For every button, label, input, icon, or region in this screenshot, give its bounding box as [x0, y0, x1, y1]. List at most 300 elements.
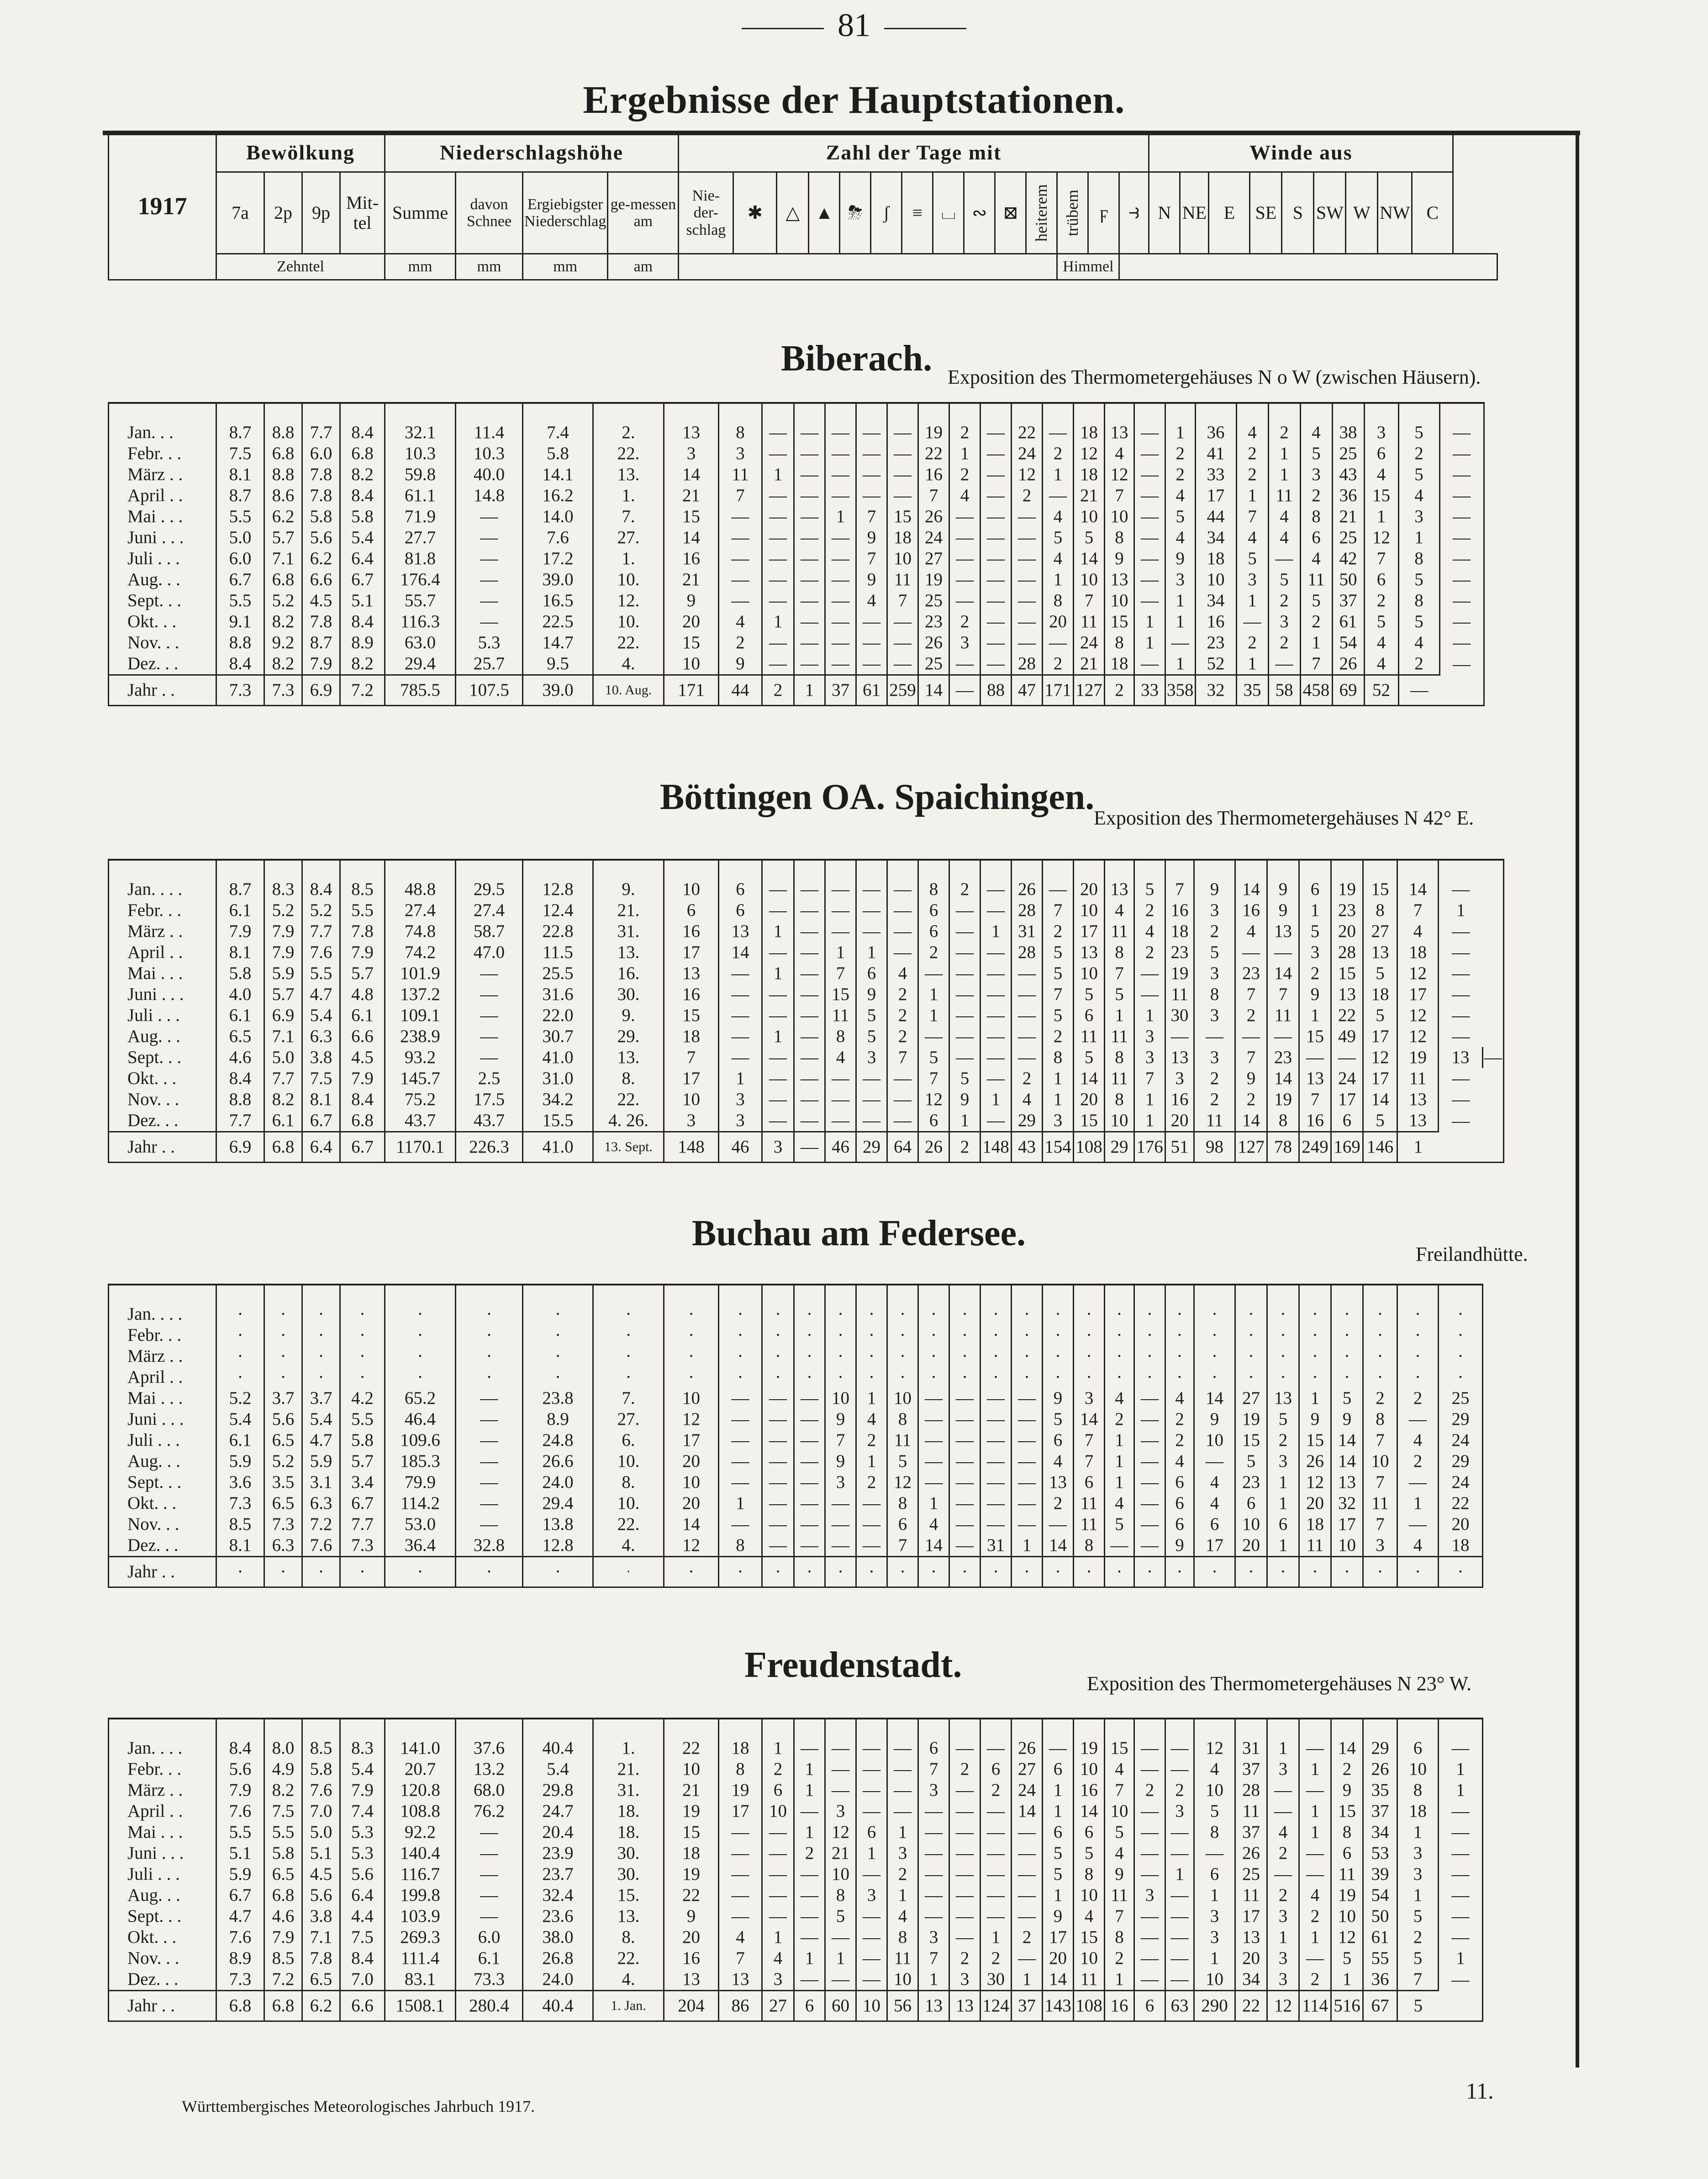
- unit-cell-0: Zehntel: [216, 254, 385, 280]
- total-cell: 124: [981, 1991, 1012, 2021]
- data-cell: 1: [949, 443, 981, 464]
- data-cell: 1: [1194, 1885, 1235, 1906]
- data-cell: —: [794, 921, 825, 942]
- data-cell: —: [719, 548, 762, 569]
- table-row: [109, 963, 1504, 984]
- total-cell: 6.8: [216, 1991, 264, 2021]
- data-cell: 40.0: [456, 464, 523, 485]
- data-cell: 8.2: [340, 653, 385, 675]
- data-cell: 114.2: [385, 1493, 456, 1514]
- data-cell: 7.: [593, 506, 664, 527]
- data-cell: 5: [1300, 443, 1332, 464]
- data-cell: 28: [1012, 900, 1043, 921]
- data-cell: ·: [1074, 1325, 1105, 1346]
- data-cell: 14.8: [456, 485, 523, 506]
- data-cell: 8: [1105, 632, 1134, 653]
- data-cell: 24: [1012, 443, 1043, 464]
- data-cell: 26: [1012, 1719, 1043, 1759]
- data-cell: 7.1: [302, 1927, 340, 1948]
- data-cell: 7: [1105, 1780, 1134, 1801]
- data-cell: ·: [856, 1325, 887, 1346]
- data-cell: ·: [1012, 1346, 1043, 1367]
- data-cell: —: [887, 900, 918, 921]
- data-cell: —: [1134, 1493, 1165, 1514]
- data-cell: —: [887, 921, 918, 942]
- data-cell: 13: [1331, 1472, 1363, 1493]
- data-cell: —: [887, 1068, 918, 1089]
- data-cell: 23: [1195, 632, 1236, 653]
- data-cell: 13: [1043, 1472, 1074, 1493]
- data-cell: —: [949, 1451, 981, 1472]
- data-cell: 20: [1331, 921, 1363, 942]
- data-cell: —: [1439, 590, 1484, 611]
- data-cell: 5.3: [456, 632, 523, 653]
- data-cell: 19: [1331, 1885, 1363, 1906]
- col-header-3: Mit-tel: [340, 172, 385, 254]
- total-cell: 98: [1194, 1132, 1235, 1163]
- month-label: Juli . . .: [109, 1430, 216, 1451]
- col-header-20: ϝ: [1088, 172, 1119, 254]
- data-cell: 6.5: [264, 1430, 302, 1451]
- data-cell: 2: [1043, 1493, 1074, 1514]
- month-label: Aug. . .: [109, 1026, 216, 1047]
- data-cell: —: [719, 527, 762, 548]
- total-cell: 52: [1364, 675, 1398, 706]
- data-cell: 1: [762, 611, 794, 632]
- data-cell: 13.: [593, 1047, 664, 1068]
- data-cell: 5.8: [340, 506, 385, 527]
- data-cell: 5.1: [216, 1843, 264, 1864]
- total-cell: 13: [949, 1991, 981, 2021]
- table-row: [109, 1906, 1483, 1927]
- data-cell: 9.: [593, 860, 664, 900]
- data-cell: 3.5: [264, 1472, 302, 1493]
- data-cell: 18: [887, 527, 918, 548]
- data-cell: 15: [1235, 1430, 1267, 1451]
- page-title: Ergebnisse der Hauptstationen.: [583, 78, 1125, 122]
- data-cell: 39: [1363, 1864, 1397, 1885]
- data-cell: 6: [918, 1719, 949, 1759]
- data-cell: 5: [1074, 1047, 1105, 1068]
- data-cell: ·: [887, 1285, 918, 1325]
- data-cell: 16: [664, 1948, 719, 1969]
- data-cell: 10: [1105, 1801, 1134, 1822]
- data-cell: —: [794, 1047, 825, 1068]
- total-cell: ·: [302, 1557, 340, 1587]
- total-cell: 6.9: [302, 675, 340, 706]
- data-cell: —: [981, 569, 1012, 590]
- data-cell: —: [949, 1472, 981, 1493]
- data-cell: —: [1012, 963, 1043, 984]
- data-cell: —: [825, 548, 856, 569]
- data-cell: 26: [918, 506, 949, 527]
- data-cell: 16: [1299, 1110, 1331, 1132]
- col-header-17: ⊠: [995, 172, 1026, 254]
- data-cell: —: [981, 1472, 1012, 1493]
- data-cell: ·: [856, 1346, 887, 1367]
- data-cell: 9: [1194, 1409, 1235, 1430]
- data-cell: 5: [1134, 860, 1165, 900]
- data-cell: 7: [1043, 984, 1074, 1005]
- data-cell: —: [1134, 569, 1165, 590]
- data-cell: 5.9: [264, 963, 302, 984]
- data-cell: 10: [664, 1388, 719, 1409]
- data-cell: ·: [918, 1325, 949, 1346]
- data-cell: 8: [1105, 1927, 1134, 1948]
- data-cell: 1: [1299, 1822, 1331, 1843]
- data-cell: 16: [1074, 1780, 1105, 1801]
- data-cell: 22: [1331, 1005, 1363, 1026]
- data-cell: —: [1165, 1822, 1194, 1843]
- data-cell: 3: [887, 1843, 918, 1864]
- table-row: [109, 1026, 1504, 1047]
- data-cell: 1: [856, 942, 887, 963]
- data-cell: —: [1043, 1514, 1074, 1535]
- data-cell: 13: [1105, 569, 1134, 590]
- data-cell: 6: [1364, 443, 1398, 464]
- data-cell: 7: [719, 485, 762, 506]
- data-cell: 7: [1235, 984, 1267, 1005]
- data-cell: —: [762, 1822, 794, 1843]
- data-cell: 7: [1134, 1068, 1165, 1089]
- data-cell: ·: [981, 1285, 1012, 1325]
- total-cell: ·: [918, 1557, 949, 1587]
- total-cell: 56: [887, 1991, 918, 2021]
- data-cell: 4: [1043, 506, 1074, 527]
- data-cell: 3: [1268, 611, 1300, 632]
- data-cell: 1: [1012, 1969, 1043, 1991]
- data-cell: 5.1: [340, 590, 385, 611]
- data-cell: —: [456, 1451, 523, 1472]
- data-cell: 6.1: [216, 1430, 264, 1451]
- data-cell: —: [1134, 1843, 1165, 1864]
- data-cell: 36: [1332, 485, 1364, 506]
- data-cell: 6.0: [302, 443, 340, 464]
- total-cell: 6.8: [264, 1991, 302, 2021]
- col-header-24: E: [1209, 172, 1250, 254]
- data-cell: 16: [1195, 611, 1236, 632]
- data-cell: 1: [1236, 485, 1268, 506]
- data-cell: —: [1267, 1780, 1299, 1801]
- data-cell: 5: [1398, 403, 1439, 443]
- data-cell: 28: [1012, 653, 1043, 675]
- data-cell: —: [1134, 548, 1165, 569]
- data-cell: 4: [1043, 1451, 1074, 1472]
- data-cell: 3: [1363, 1535, 1397, 1557]
- data-cell: 7.7: [302, 403, 340, 443]
- data-cell: 8.7: [216, 485, 264, 506]
- data-cell: 4: [1105, 1843, 1134, 1864]
- data-cell: 2: [1165, 464, 1196, 485]
- table-row: [109, 921, 1504, 942]
- data-cell: 39.0: [523, 569, 593, 590]
- data-cell: 1: [1397, 1493, 1439, 1514]
- data-cell: 25.5: [523, 963, 593, 984]
- data-cell: 6.5: [264, 1864, 302, 1885]
- data-cell: 6: [918, 900, 949, 921]
- data-cell: —: [1134, 1451, 1165, 1472]
- data-cell: 20: [1439, 1514, 1483, 1535]
- data-cell: —: [1012, 611, 1043, 632]
- data-cell: 74.8: [385, 921, 456, 942]
- data-cell: —: [456, 1005, 523, 1026]
- data-cell: 8.9: [216, 1948, 264, 1969]
- data-cell: —: [762, 485, 794, 506]
- data-cell: 6.8: [264, 443, 302, 464]
- data-cell: 3: [1165, 1068, 1194, 1089]
- total-cell: 41.0: [523, 1132, 593, 1163]
- data-cell: 8.4: [216, 653, 264, 675]
- data-cell: 7: [1235, 1047, 1267, 1068]
- data-cell: 22.8: [523, 921, 593, 942]
- data-cell: 43.7: [385, 1110, 456, 1132]
- data-cell: —: [456, 1843, 523, 1864]
- data-cell: ·: [1134, 1325, 1165, 1346]
- data-cell: 6: [1300, 527, 1332, 548]
- data-cell: 2: [1043, 1026, 1074, 1047]
- data-cell: 11: [1074, 1969, 1105, 1991]
- data-cell: 5: [1043, 942, 1074, 963]
- data-cell: —: [1267, 1026, 1299, 1047]
- data-cell: 5.4: [302, 1409, 340, 1430]
- data-cell: ·: [1105, 1325, 1134, 1346]
- data-cell: 4.7: [216, 1906, 264, 1927]
- col-header-16: ∾: [964, 172, 995, 254]
- month-label: März . .: [109, 1780, 216, 1801]
- data-cell: —: [1134, 1927, 1165, 1948]
- data-cell: —: [456, 1822, 523, 1843]
- data-cell: ·: [1105, 1346, 1134, 1367]
- data-cell: 13.2: [456, 1759, 523, 1780]
- col-header-7: ge-messen am: [608, 172, 679, 254]
- table-row: [109, 1948, 1483, 1969]
- data-cell: 7.0: [340, 1969, 385, 1991]
- month-label: Aug. . .: [109, 569, 216, 590]
- data-cell: 15: [664, 506, 719, 527]
- data-cell: 10: [664, 1472, 719, 1493]
- table-row: [109, 632, 1484, 653]
- total-cell: ·: [887, 1557, 918, 1587]
- total-cell: 47: [1012, 675, 1043, 706]
- total-cell: 6.7: [340, 1132, 385, 1163]
- data-cell: 14.1: [523, 464, 593, 485]
- data-cell: —: [1012, 1822, 1043, 1843]
- data-cell: 1: [1268, 464, 1300, 485]
- data-cell: —: [981, 900, 1012, 921]
- data-cell: —: [949, 942, 981, 963]
- data-cell: 3: [1299, 942, 1331, 963]
- data-cell: 1: [1043, 1089, 1074, 1110]
- data-cell: 22: [918, 443, 949, 464]
- data-cell: 15: [1105, 1719, 1134, 1759]
- data-cell: 14: [1074, 1409, 1105, 1430]
- data-cell: 1: [856, 1388, 887, 1409]
- total-cell: ·: [1299, 1557, 1331, 1587]
- data-cell: 1: [918, 1969, 949, 1991]
- data-cell: 7.9: [216, 1780, 264, 1801]
- col-header-12: ⛈: [840, 172, 871, 254]
- col-header-21: ⥽: [1119, 172, 1149, 254]
- data-cell: ·: [1043, 1325, 1074, 1346]
- data-cell: 6: [1074, 1005, 1105, 1026]
- total-cell: ·: [856, 1557, 887, 1587]
- total-label: Jahr . .: [109, 1132, 216, 1163]
- data-cell: —: [1012, 1493, 1043, 1514]
- data-cell: 5: [1300, 590, 1332, 611]
- data-cell: 28: [1235, 1780, 1267, 1801]
- data-cell: —: [856, 1948, 887, 1969]
- data-cell: 13: [1165, 1047, 1194, 1068]
- data-cell: 2: [949, 403, 981, 443]
- data-cell: 7.9: [302, 653, 340, 675]
- data-cell: 7: [856, 548, 887, 569]
- data-cell: —: [762, 860, 794, 900]
- data-cell: 3.1: [302, 1472, 340, 1493]
- month-label: Juli . . .: [109, 548, 216, 569]
- data-cell: ·: [1165, 1346, 1194, 1367]
- data-cell: —: [949, 506, 981, 527]
- data-cell: —: [887, 403, 918, 443]
- total-cell: ·: [1439, 1557, 1483, 1587]
- total-cell: 43: [1012, 1132, 1043, 1163]
- data-cell: 15: [1299, 1430, 1331, 1451]
- data-cell: 4: [762, 1948, 794, 1969]
- data-cell: 16: [1165, 900, 1194, 921]
- data-cell: —: [456, 1409, 523, 1430]
- data-cell: 8.8: [216, 1089, 264, 1110]
- data-cell: —: [1012, 1843, 1043, 1864]
- data-cell: 3: [1194, 963, 1235, 984]
- data-cell: —: [981, 548, 1012, 569]
- data-cell: 14: [1235, 860, 1267, 900]
- data-cell: 20: [664, 611, 719, 632]
- data-cell: 8: [719, 1535, 762, 1557]
- data-cell: —: [1134, 506, 1165, 527]
- data-cell: —: [825, 1535, 856, 1557]
- data-cell: —: [825, 569, 856, 590]
- data-cell: —: [1194, 1843, 1235, 1864]
- data-cell: 7: [1300, 653, 1332, 675]
- col-header-2: 9p: [302, 172, 340, 254]
- data-cell: —: [856, 1801, 887, 1822]
- total-cell: 2: [949, 1132, 981, 1163]
- table-row: [109, 1005, 1504, 1026]
- data-cell: 29: [1012, 1110, 1043, 1132]
- data-cell: 6.9: [264, 1005, 302, 1026]
- data-cell: 22.: [593, 443, 664, 464]
- data-cell: 13: [1397, 1089, 1439, 1110]
- data-cell: 30.: [593, 1843, 664, 1864]
- data-cell: 4: [1397, 1430, 1439, 1451]
- data-cell: —: [1397, 1409, 1439, 1430]
- data-cell: —: [981, 1906, 1012, 1927]
- data-cell: 30.: [593, 984, 664, 1005]
- data-cell: 9: [1267, 860, 1299, 900]
- data-cell: 7.9: [340, 1068, 385, 1089]
- data-cell: 1: [981, 1089, 1012, 1110]
- data-cell: 1: [762, 921, 794, 942]
- data-cell: 1: [1300, 632, 1332, 653]
- data-cell: —: [1012, 1948, 1043, 1969]
- data-cell: —: [981, 1885, 1012, 1906]
- data-cell: ·: [264, 1285, 302, 1325]
- data-cell: 8.3: [340, 1719, 385, 1759]
- data-cell: ·: [1299, 1325, 1331, 1346]
- data-cell: —: [918, 1822, 949, 1843]
- data-cell: 8: [1194, 984, 1235, 1005]
- data-cell: 5.8: [523, 443, 593, 464]
- data-cell: —: [1134, 984, 1165, 1005]
- data-cell: —: [719, 1047, 762, 1068]
- total-cell: ·: [1397, 1557, 1439, 1587]
- data-cell: 7: [887, 1535, 918, 1557]
- total-cell: 7.3: [216, 675, 264, 706]
- data-cell: 4: [1105, 1388, 1134, 1409]
- data-cell: 6: [918, 1110, 949, 1132]
- total-cell: 169: [1331, 1132, 1363, 1163]
- data-cell: 3.8: [302, 1047, 340, 1068]
- data-cell: 7: [1043, 900, 1074, 921]
- data-cell: —: [1012, 1388, 1043, 1409]
- data-cell: 7: [719, 1948, 762, 1969]
- data-cell: ·: [302, 1325, 340, 1346]
- data-cell: 5.4: [302, 1005, 340, 1026]
- data-cell: 4: [1165, 527, 1196, 548]
- data-cell: ·: [385, 1325, 456, 1346]
- data-cell: —: [762, 1451, 794, 1472]
- data-cell: —: [856, 1759, 887, 1780]
- month-label: Mai . . .: [109, 506, 216, 527]
- data-cell: ·: [264, 1346, 302, 1367]
- data-cell: 7: [664, 1047, 719, 1068]
- data-cell: —: [762, 527, 794, 548]
- data-cell: 1: [1299, 1005, 1331, 1026]
- data-cell: 18: [1165, 921, 1194, 942]
- data-cell: 76.2: [456, 1801, 523, 1822]
- data-cell: —: [456, 963, 523, 984]
- group-niederschlag: Niederschlagshöhe: [385, 133, 679, 172]
- data-cell: —: [949, 963, 981, 984]
- total-cell: ·: [1235, 1557, 1267, 1587]
- data-cell: 2: [887, 984, 918, 1005]
- data-cell: —: [949, 1047, 981, 1068]
- data-cell: ·: [593, 1346, 664, 1367]
- total-cell: 64: [887, 1132, 918, 1163]
- data-cell: 9: [825, 1409, 856, 1430]
- month-label: Jan. . .: [109, 403, 216, 443]
- total-cell: —: [949, 675, 981, 706]
- data-cell: 46.4: [385, 1409, 456, 1430]
- data-cell: —: [794, 1430, 825, 1451]
- data-cell: 3: [918, 1927, 949, 1948]
- month-label: Aug. . .: [109, 1451, 216, 1472]
- station-note: Freilandhütte.: [1416, 1243, 1528, 1265]
- data-cell: 7.4: [523, 403, 593, 443]
- data-cell: ·: [1299, 1367, 1331, 1388]
- data-cell: 59.8: [385, 464, 456, 485]
- data-cell: 2: [1134, 1780, 1165, 1801]
- data-cell: ·: [216, 1325, 264, 1346]
- table-row: [109, 1068, 1504, 1089]
- data-cell: 31.: [593, 921, 664, 942]
- data-cell: 32.8: [456, 1535, 523, 1557]
- data-cell: —: [825, 485, 856, 506]
- data-cell: 7.6: [302, 1535, 340, 1557]
- data-cell: 4: [1236, 527, 1268, 548]
- data-cell: 2: [1363, 1388, 1397, 1409]
- data-cell: —: [981, 1864, 1012, 1885]
- data-cell: ·: [456, 1325, 523, 1346]
